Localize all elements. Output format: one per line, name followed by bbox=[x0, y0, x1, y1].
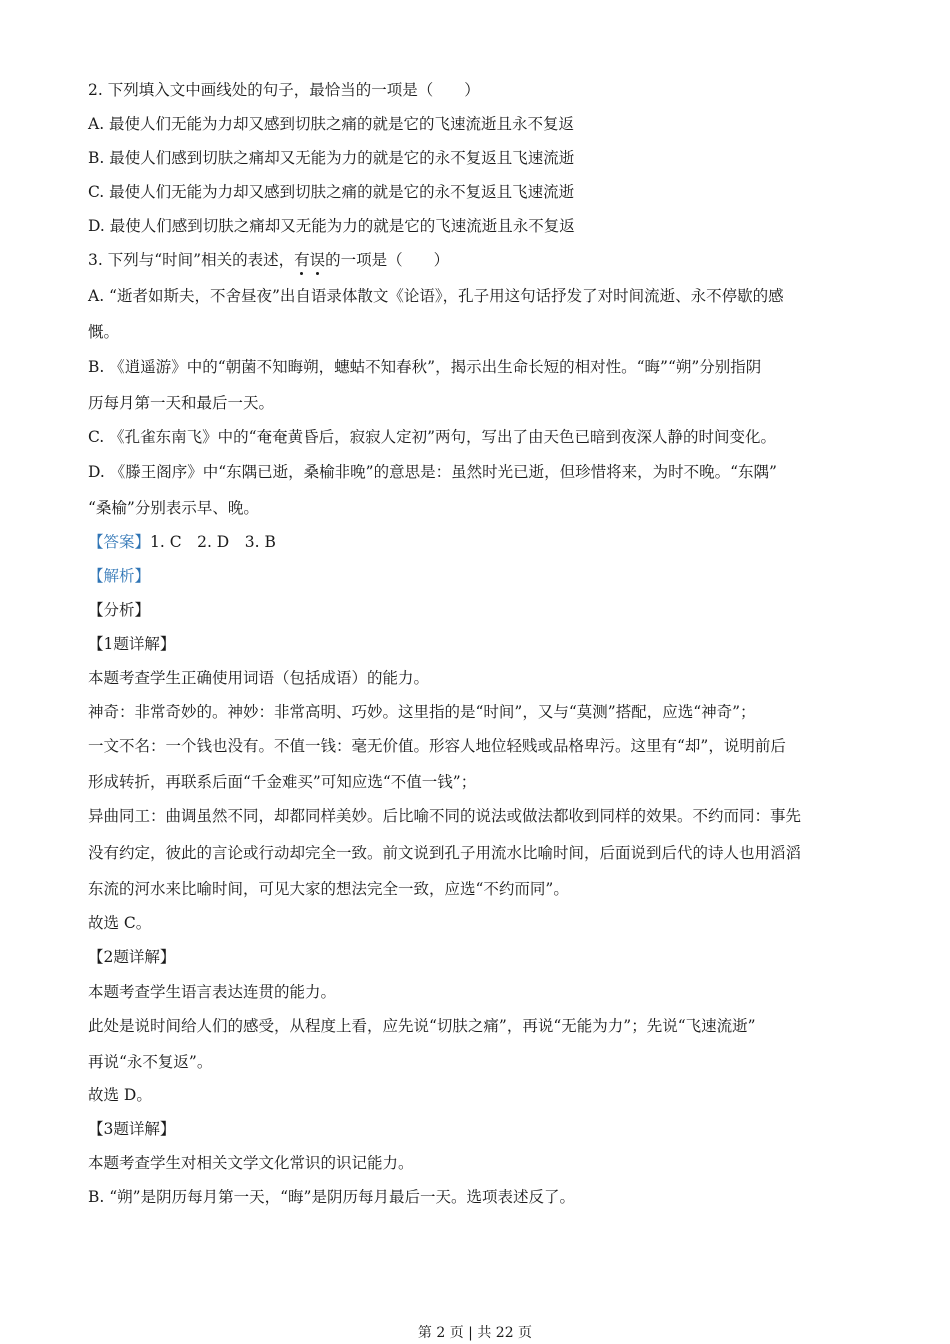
analysis-heading: 【分析】 bbox=[88, 601, 151, 619]
answer-line bbox=[88, 532, 868, 552]
detail1-line3: 一文不名：一个钱也没有。不值一钱：毫无价值。形容人地位轻贱或品格卑污。这里有“却”，说明前后 bbox=[88, 737, 786, 755]
detail1-line7: 东流的河水来比喻时间，可见大家的想法完全一致，应选“不约而同”。 bbox=[88, 880, 569, 898]
q3-stem-after: 的一项是（ ） bbox=[325, 251, 450, 269]
detail1-line1: 本题考查学生正确使用词语（包括成语）的能力。 bbox=[88, 669, 430, 687]
q3-option-a-line2: 慨。 bbox=[88, 323, 120, 341]
q2-option-d: D. 最使人们感到切肤之痛却又无能为力的就是它的飞速流逝且永不复返 bbox=[88, 217, 575, 235]
q3-option-d-line2: “桑榆”分别表示早、晚。 bbox=[88, 499, 259, 517]
answer-tag: 【答案】 bbox=[88, 533, 151, 551]
q3-option-c: C. 《孔雀东南飞》中的“奄奄黄昏后，寂寂人定初”两句，写出了由天色已暗到夜深人静的时间变化。 bbox=[88, 428, 777, 446]
q3-option-d-line1: D. 《滕王阁序》中“东隅已逝，桑榆非晚”的意思是：虽然时光已逝，但珍惜将来，为时不晚。“东隅” bbox=[88, 463, 777, 481]
detail3-line2: B. “朔”是阴历每月第一天，“晦”是阴历每月最后一天。选项表述反了。 bbox=[88, 1188, 575, 1206]
detail3-title: 【3题详解】 bbox=[88, 1120, 176, 1138]
detail1-line2: 神奇：非常奇妙的。神妙：非常高明、巧妙。这里指的是“时间”，又与“莫测”搭配，应选“神奇”； bbox=[88, 703, 756, 721]
q3-stem-emphasis-1: 有 bbox=[294, 251, 310, 269]
detail1-conclusion: 故选 C。 bbox=[88, 914, 152, 932]
detail1-line6: 没有约定，彼此的言论或行动却完全一致。前文说到孔子用流水比喻时间，后面说到后代的诗人也用滔滔 bbox=[88, 844, 802, 862]
detail2-line2: 此处是说时间给人们的感受，从程度上看，应先说“切肤之痛”，再说“无能为力”；先说“飞速流逝” bbox=[88, 1017, 756, 1035]
detail1-title: 【1题详解】 bbox=[88, 635, 176, 653]
answer-text: 1. C 2. D 3. B bbox=[150, 533, 276, 551]
q3-stem bbox=[88, 250, 868, 270]
q3-stem-before: 3. 下列与“时间”相关的表述， bbox=[88, 251, 295, 269]
detail2-line3: 再说“永不复返”。 bbox=[88, 1053, 213, 1071]
q2-option-c: C. 最使人们无能为力却又感到切肤之痛的就是它的永不复返且飞速流逝 bbox=[88, 183, 575, 201]
q3-stem-emphasis-2: 误 bbox=[309, 251, 326, 269]
detail2-line1: 本题考查学生语言表达连贯的能力。 bbox=[88, 983, 337, 1001]
q2-option-a: A. 最使人们无能为力却又感到切肤之痛的就是它的飞速流逝且永不复返 bbox=[88, 115, 575, 133]
q2-option-b: B. 最使人们感到切肤之痛却又无能为力的就是它的永不复返且飞速流逝 bbox=[88, 149, 575, 167]
detail2-conclusion: 故选 D。 bbox=[88, 1086, 152, 1104]
q2-stem: 2. 下列填入文中画线处的句子，最恰当的一项是（ ） bbox=[88, 81, 480, 99]
analysis-tag: 【解析】 bbox=[88, 567, 151, 585]
detail1-line5: 异曲同工：曲调虽然不同，却都同样美妙。后比喻不同的说法或做法都收到同样的效果。不约而同：事先 bbox=[88, 807, 802, 825]
detail3-line1: 本题考查学生对相关文学文化常识的识记能力。 bbox=[88, 1154, 414, 1172]
detail2-title: 【2题详解】 bbox=[88, 948, 176, 966]
q3-option-b-line1: B. 《逍遥游》中的“朝菌不知晦朔，蟪蛄不知春秋”，揭示出生命长短的相对性。“晦”“朔”分别指阴 bbox=[88, 358, 762, 376]
q3-option-a-line1: A. “逝者如斯夫，不舍昼夜”出自语录体散文《论语》，孔子用这句话抒发了对时间流逝、永不停歇的感 bbox=[88, 287, 784, 305]
q3-option-b-line2: 历每月第一天和最后一天。 bbox=[88, 394, 275, 412]
detail1-line4: 形成转折，再联系后面“千金难买”可知应选“不值一钱”； bbox=[88, 773, 477, 791]
page-footer: 第 2 页 | 共 22 页 bbox=[417, 1325, 533, 1341]
